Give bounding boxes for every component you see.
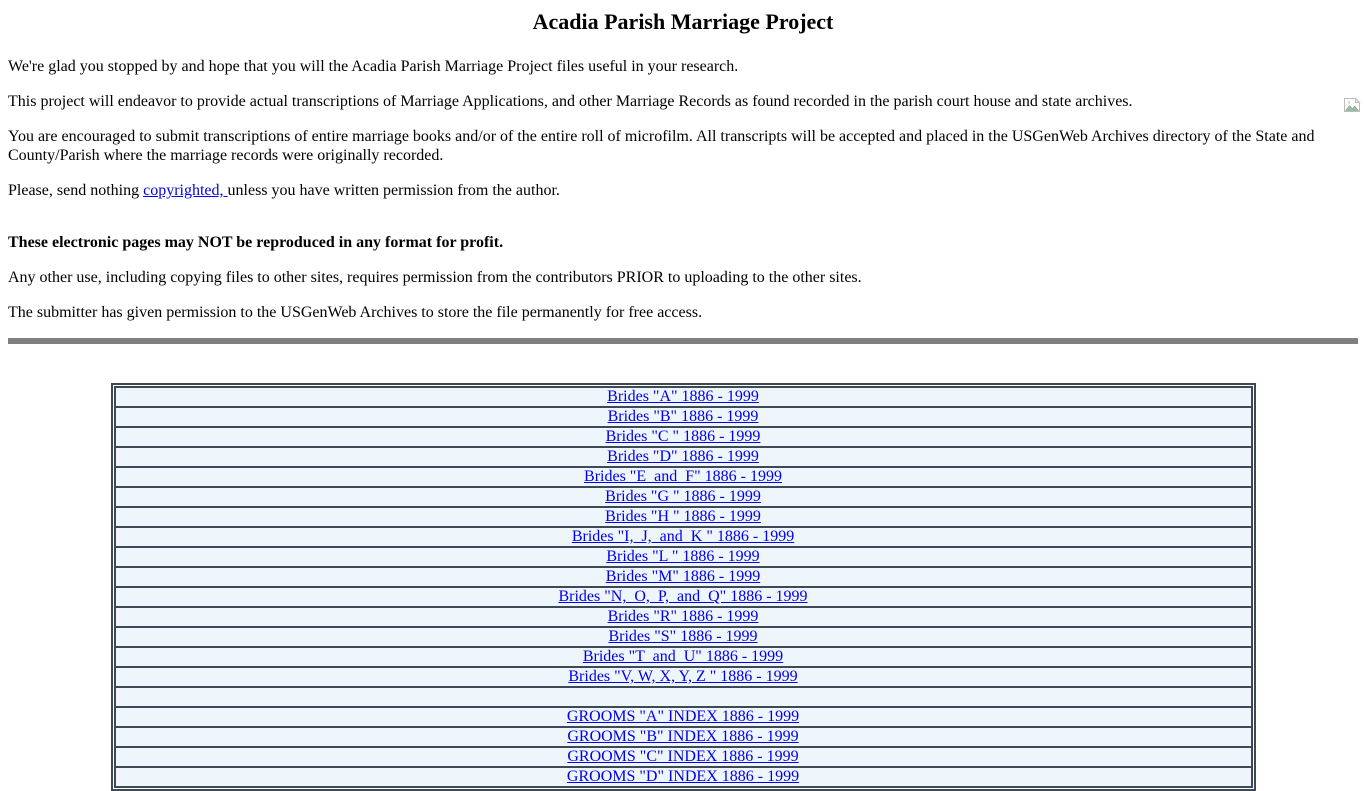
table-row [115,767,1252,787]
table-row [115,527,1252,547]
table-row [115,487,1252,507]
brides-link-v-w-x-y-z[interactable]: Brides "V, W, X, Y, Z " 1886 - 1999 [568,668,798,685]
usage-paragraph-2: The submitter has given permission to the USGenWeb Archives to store the file permanently for free access. [8,304,703,321]
brides-link-t-u[interactable]: Brides "T and U" 1886 - 1999 [582,648,784,665]
grooms-link-d[interactable]: GROOMS "D" INDEX 1886 - 1999 [566,768,800,785]
usage-paragraph-1: Any other use, including copying files to other sites, requires permission from the contributors PRIOR to uploading to the other sites. [8,269,862,286]
brides-link-c[interactable]: Brides "C " 1886 - 1999 [605,428,761,445]
profit-notice: These electronic pages may NOT be reproduced in any format for profit. [8,234,504,251]
brides-link-r[interactable]: Brides "R" 1886 - 1999 [607,608,759,625]
table-row [115,447,1252,467]
page-title: Acadia Parish Marriage Project [532,9,834,34]
table-row [115,667,1252,687]
copyright-text-before: Please, send nothing [8,182,144,199]
divider [8,338,1358,344]
brides-link-i-j-k[interactable]: Brides "I, J, and K " 1886 - 1999 [571,528,795,545]
grooms-link-a[interactable]: GROOMS "A" INDEX 1886 - 1999 [566,708,800,725]
table-row [115,467,1252,487]
brides-link-l[interactable]: Brides "L " 1886 - 1999 [606,548,760,565]
intro-paragraph-1: We're glad you stopped by and hope that you will the Acadia Parish Marriage Project files useful in your research. [8,58,739,75]
broken-image-icon [1343,96,1361,114]
brides-link-h[interactable]: Brides "H " 1886 - 1999 [605,508,761,525]
brides-link-s[interactable]: Brides "S" 1886 - 1999 [608,628,758,645]
table-row [115,747,1252,767]
table-row [115,707,1252,727]
brides-link-g[interactable]: Brides "G " 1886 - 1999 [605,488,761,505]
brides-link-e-f[interactable]: Brides "E and F" 1886 - 1999 [584,468,782,485]
intro-paragraph-4 [8,181,1358,200]
spacer-cell [115,687,1252,707]
brides-link-n-o-p-q[interactable]: Brides "N, O, P, and Q" 1886 - 1999 [558,588,808,605]
grooms-link-b[interactable]: GROOMS "B" INDEX 1886 - 1999 [567,728,799,745]
brides-link-b[interactable]: Brides "B" 1886 - 1999 [607,408,759,425]
copyright-text-after: unless you have written permission from the author. [227,182,560,199]
brides-link-m[interactable]: Brides "M" 1886 - 1999 [605,568,761,585]
table-row [115,387,1252,407]
table-row [115,647,1252,667]
spacer-row [115,687,1252,707]
table-row [115,427,1252,447]
grooms-link-c[interactable]: GROOMS "C" INDEX 1886 - 1999 [567,748,799,765]
table-row [115,507,1252,527]
table-row [115,607,1252,627]
brides-link-a[interactable]: Brides "A" 1886 - 1999 [607,388,759,405]
table-row [115,727,1252,747]
copyrighted-link[interactable]: copyrighted, [143,182,228,199]
content-area [8,9,1358,791]
table-row [115,407,1252,427]
table-row [115,547,1252,567]
page [0,9,1366,785]
intro-paragraph-3: You are encouraged to submit transcriptions of entire marriage books and/or of the entire roll of microfilm. All transcripts will be accepted and placed in the USGenWeb Archives directory of the State and County/Parish where the marriage records were originally recorded. [8,128,1315,164]
brides-link-d[interactable]: Brides "D" 1886 - 1999 [607,448,759,465]
intro-paragraph-2: This project will endeavor to provide actual transcriptions of Marriage Applications, and other Marriage Records as found recorded in the parish court house and state archives. [8,93,1133,110]
index-links-table-wrapper [111,383,1256,791]
index-links-table [114,386,1253,788]
table-row [115,627,1252,647]
table-row [115,567,1252,587]
table-row [115,587,1252,607]
